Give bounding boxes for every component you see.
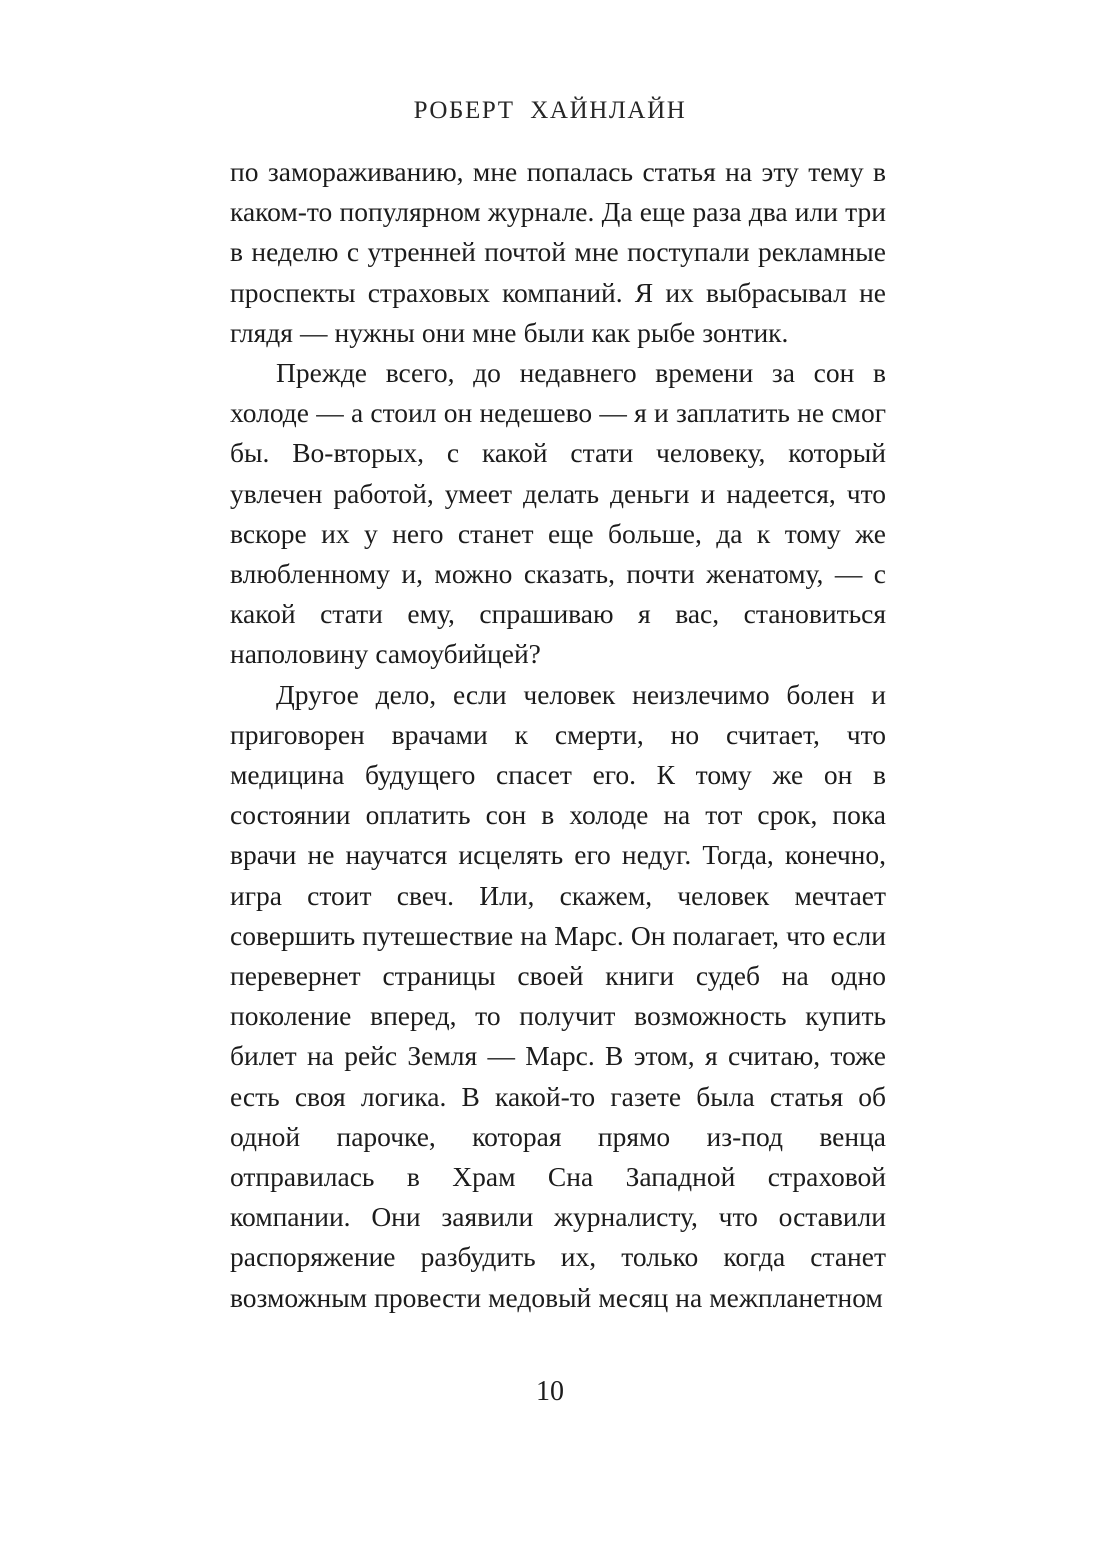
running-head-author: РОБЕРТ ХАЙНЛАЙН <box>413 97 687 124</box>
page-number: 10 <box>536 1376 564 1407</box>
paragraph: Прежде всего, до недавнего времени за сон в холоде — а стоил он недешево — я и заплатить не смог бы. Во-вторых, с какой стати человеку, который увлечен работой, умеет делать деньги и надеется, что вскоре их у него станет еще больше, да к тому же влюбленному и, можно сказать, почти женатому, — с какой стати ему, спрашиваю я вас, становиться наполовину самоубийцей? <box>230 357 886 670</box>
paragraph: по замораживанию, мне попалась статья на эту тему в каком-то популярном журнале. Да еще раза два или три в неделю с утренней почтой мне поступали рекламные проспекты страховых компаний. Я их выбрасывал не глядя — нужны они мне были как рыбе зонтик. <box>230 156 886 348</box>
paragraph: Другое дело, если человек неизлечимо болен и приговорен врачами к смерти, но считает, что медицина будущего спасет его. К тому же он в состоянии оплатить сон в холоде на тот срок, пока врачи не научатся исцелять его недуг. Тогда, конечно, игра стоит свеч. Или, скажем, человек мечтает совершить путешествие на Марс. Он полагает, что если перевернет страницы своей книги судеб на одно поколение вперед, то получит возможность купить билет на рейс Земля — Марс. В этом, я считаю, тоже есть своя логика. В какой-то газете была статья об одной парочке, которая прямо из-под венца отправилась в Храм Сна Западной страховой компании. Они заявили журналисту, что оставили распоряжение разбудить их, только когда станет возможным провести медовый месяц на межпланетном <box>230 678 886 1313</box>
body-text-block <box>230 152 886 1318</box>
